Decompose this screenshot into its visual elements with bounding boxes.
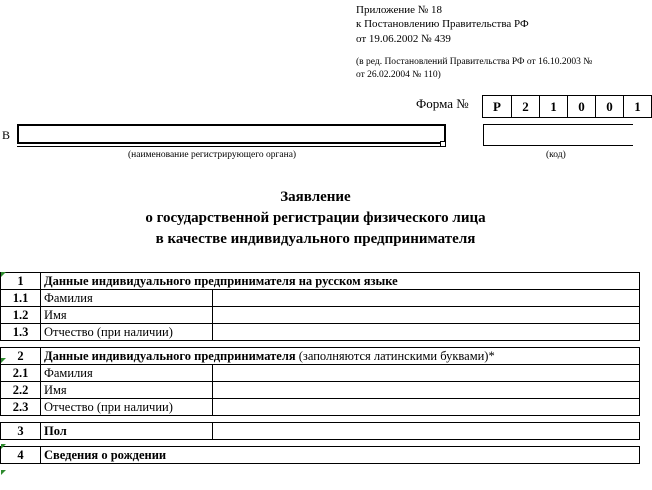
name-ru-field[interactable] xyxy=(213,307,640,324)
organ-code-field[interactable] xyxy=(483,124,633,146)
row-label: Отчество (при наличии) xyxy=(41,324,213,341)
table-row xyxy=(1,365,640,382)
row-label: Имя xyxy=(41,382,213,399)
cell-marker-icon xyxy=(1,444,6,449)
form-number-label: Форма № xyxy=(416,96,469,111)
code-caption: (код) xyxy=(546,150,566,160)
form-number-char: 2 xyxy=(511,96,539,117)
row-number: 2.2 xyxy=(1,382,41,399)
form-number-char: 1 xyxy=(623,96,651,117)
surname-ru-field[interactable] xyxy=(213,290,640,307)
section-header xyxy=(1,273,640,290)
sex-field[interactable] xyxy=(213,423,640,440)
form-number-char: 1 xyxy=(539,96,567,117)
patronymic-lat-field[interactable] xyxy=(213,399,640,416)
form-number-char: 0 xyxy=(567,96,595,117)
appendix-resolution: к Постановлению Правительства РФ xyxy=(356,18,529,30)
section-header xyxy=(1,348,640,365)
table-row xyxy=(1,324,640,341)
row-label: Фамилия xyxy=(41,365,213,382)
name-lat-field[interactable] xyxy=(213,382,640,399)
document-title xyxy=(0,187,631,250)
section-number: 3 xyxy=(1,423,41,440)
organ-underline xyxy=(17,146,446,147)
form-number-cells xyxy=(482,95,652,118)
row-spacer xyxy=(1,440,640,447)
row-spacer xyxy=(1,416,640,423)
section-title: Сведения о рождении xyxy=(41,447,640,464)
section-number: 1 xyxy=(1,273,41,290)
row-number: 1.1 xyxy=(1,290,41,307)
row-number: 2.1 xyxy=(1,365,41,382)
row-number: 1.2 xyxy=(1,307,41,324)
form-number-char: 0 xyxy=(595,96,623,117)
section-title: Данные индивидуального предпринимателя на русском языке xyxy=(41,273,640,290)
row-label: Имя xyxy=(41,307,213,324)
cell-marker-icon xyxy=(1,358,6,363)
row-number: 1.3 xyxy=(1,324,41,341)
organ-caption: (наименование регистрирующего органа) xyxy=(128,150,297,160)
section-title: Пол xyxy=(41,423,213,440)
table-row xyxy=(1,399,640,416)
row-label: Отчество (при наличии) xyxy=(41,399,213,416)
appendix-number: Приложение № 18 xyxy=(356,4,443,16)
cell-marker-icon xyxy=(1,470,6,475)
organ-prefix: В xyxy=(2,128,11,142)
appendix-date: от 19.06.2002 № 439 xyxy=(356,33,451,45)
section-header xyxy=(1,423,640,440)
section-number: 2 xyxy=(1,348,41,365)
patronymic-ru-field[interactable] xyxy=(213,324,640,341)
resize-handle xyxy=(440,141,446,147)
section-number: 4 xyxy=(1,447,41,464)
row-number: 2.3 xyxy=(1,399,41,416)
table-row xyxy=(1,290,640,307)
row-spacer xyxy=(1,341,640,348)
section-note: (заполняются латинскими буквами)* xyxy=(298,348,495,363)
table-row xyxy=(1,307,640,324)
surname-lat-field[interactable] xyxy=(213,365,640,382)
revision-note-line1: (в ред. Постановлений Правительства РФ от 16.10.2003 № xyxy=(356,57,593,67)
title-line1: Заявление xyxy=(280,189,351,205)
section-title: Данные индивидуального предпринимателя xyxy=(44,348,296,363)
form-number-char: Р xyxy=(493,98,501,114)
cell-marker-icon xyxy=(1,272,6,277)
section-header xyxy=(1,447,640,464)
application-form-table xyxy=(0,272,640,464)
table-row xyxy=(1,382,640,399)
section-title-cell xyxy=(41,348,640,365)
row-label: Фамилия xyxy=(41,290,213,307)
title-line2: о государственной регистрации физического лица xyxy=(145,210,486,226)
title-line3: в качестве индивидуального предпринимателя xyxy=(155,231,476,247)
registering-organ-field[interactable] xyxy=(17,124,446,144)
revision-note-line2: от 26.02.2004 № 110) xyxy=(356,70,441,80)
